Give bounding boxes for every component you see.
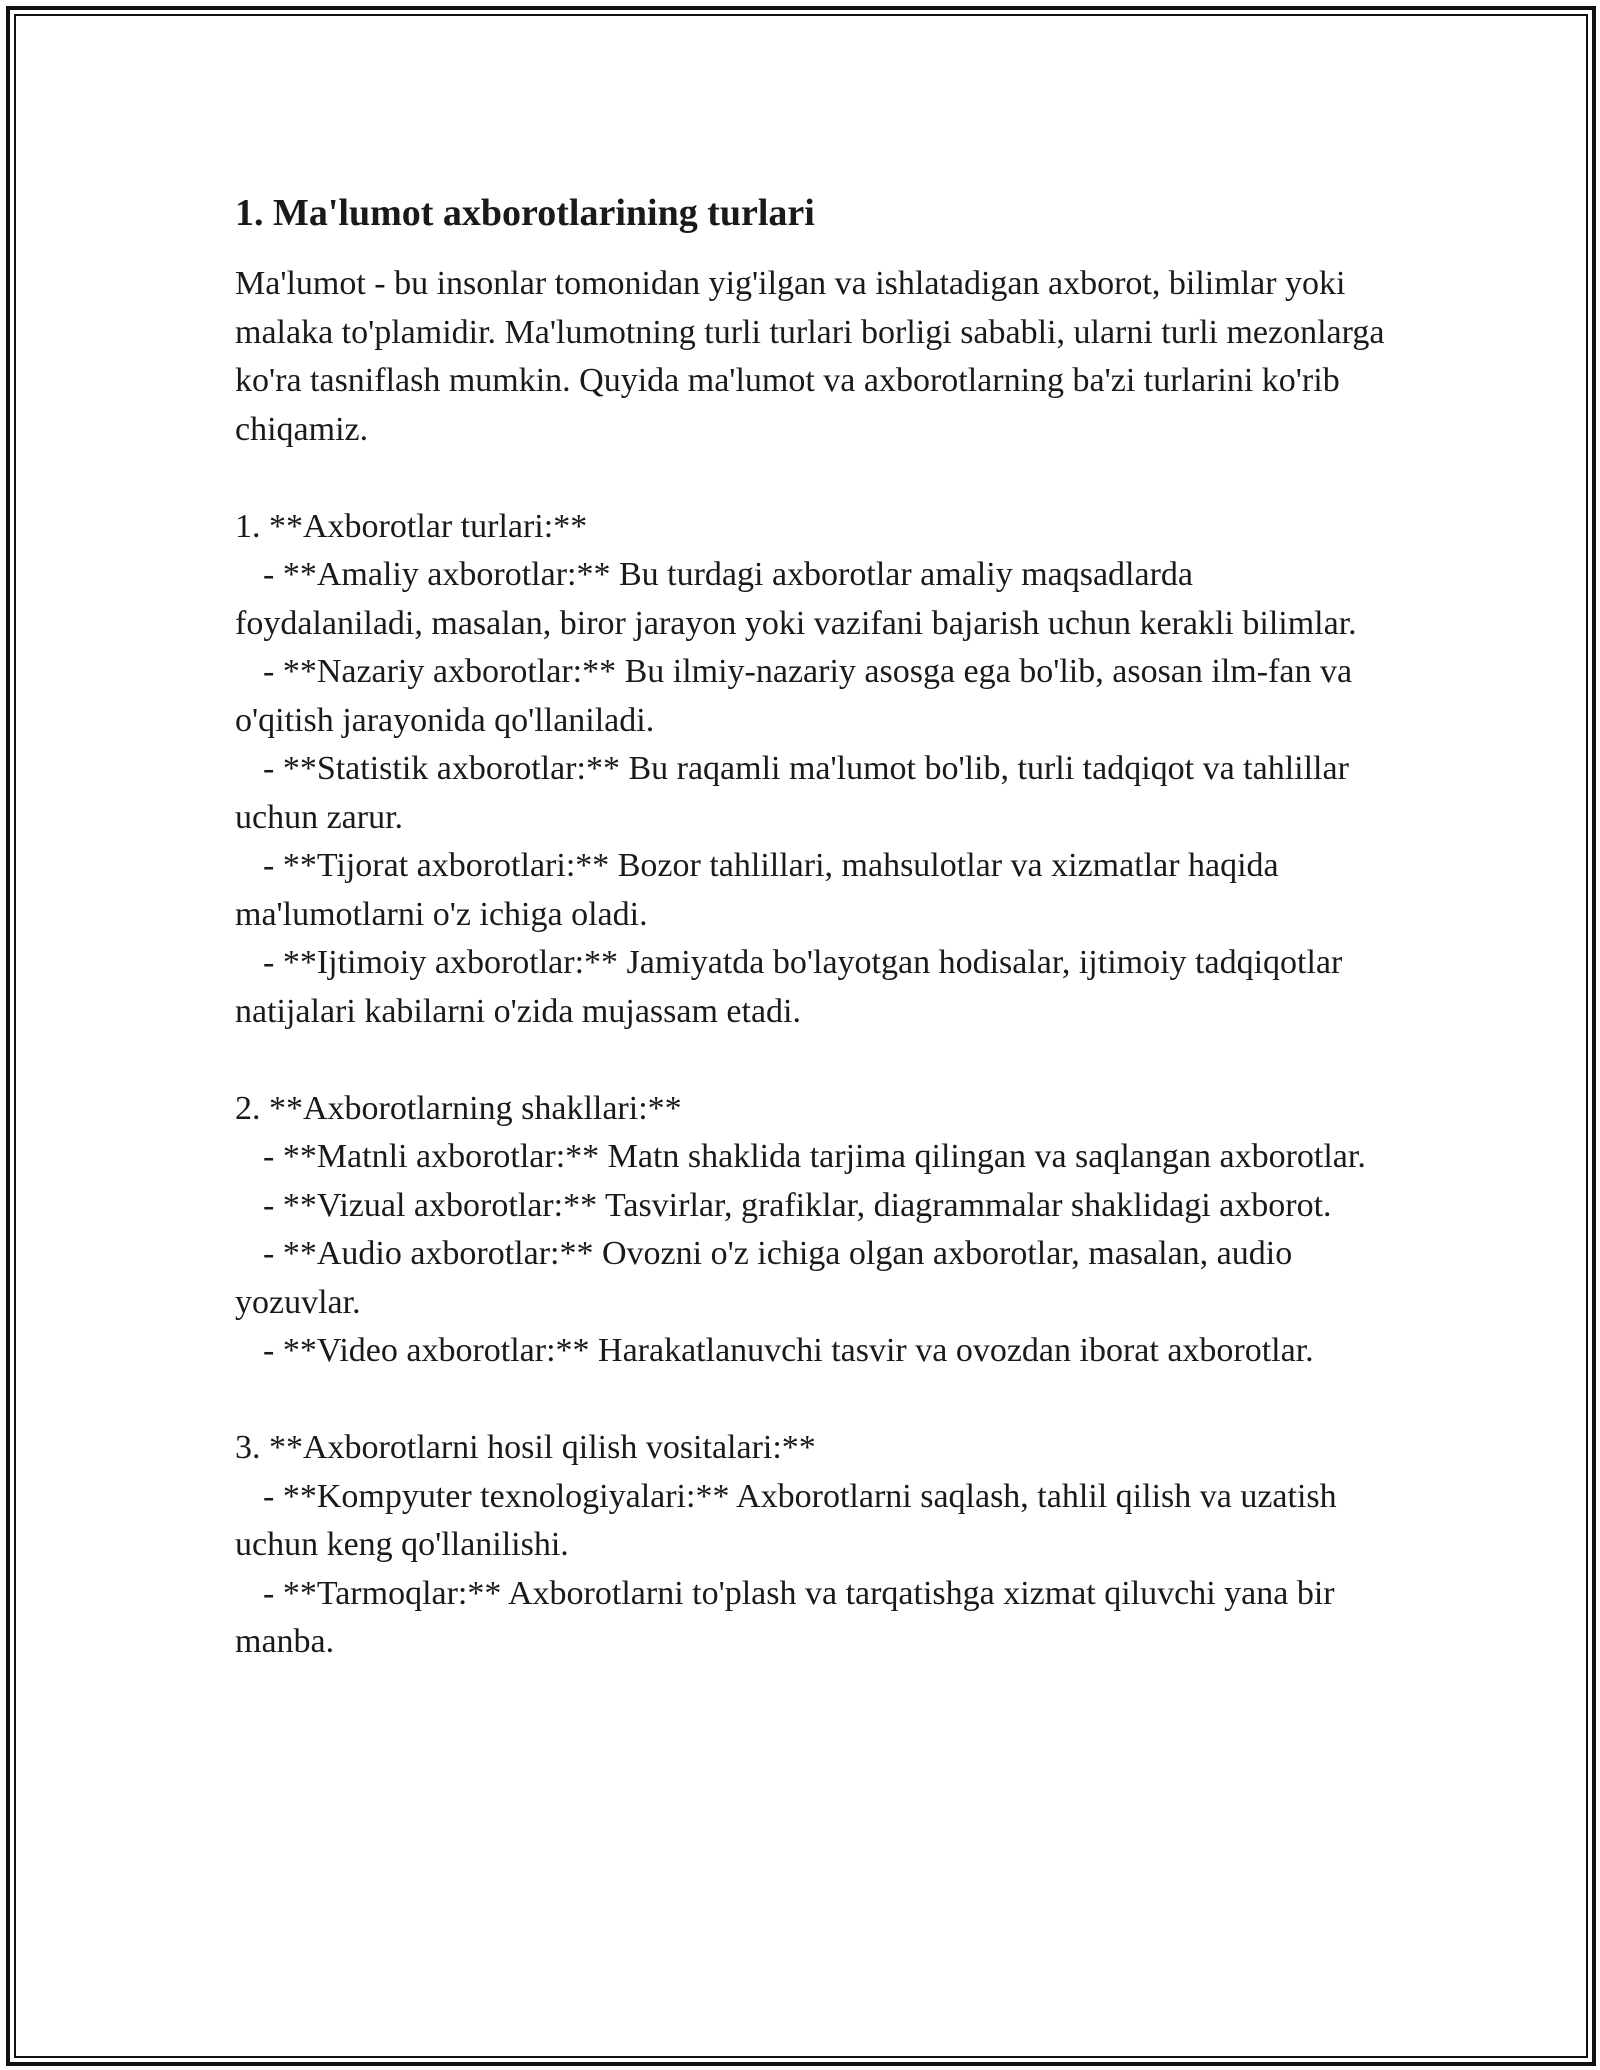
list-item: - **Tijorat axborotlari:** Bozor tahlillari, mahsulotlar va xizmatlar haqida ma'lumotlarni o'z ichiga oladi. (235, 847, 1279, 933)
list-item: - **Video axborotlar:** Harakatlanuvchi tasvir va ovozdan iborat axborotlar. (263, 1332, 1314, 1369)
list-item: - **Kompyuter texnologiyalari:** Axborotlarni saqlash, tahlil qilish va uzatish uchun keng qo'llanilishi. (235, 1477, 1337, 1563)
list-item: - **Statistik axborotlar:** Bu raqamli ma'lumot bo'lib, turli tadqiqot va tahlillar uchun zarur. (235, 750, 1349, 836)
list-item: - **Matnli axborotlar:** Matn shaklida tarjima qilingan va saqlangan axborotlar. (263, 1138, 1366, 1175)
spacer (235, 1376, 1385, 1425)
section-heading: 1. **Axborotlar turlari:** (235, 507, 588, 545)
section-tools (235, 1424, 1385, 1667)
document-body (235, 188, 1385, 1667)
section-heading: 3. **Axborotlarni hosil qilish vositalari:** (235, 1429, 816, 1466)
intro-paragraph: Ma'lumot - bu insonlar tomonidan yig'ilgan va ishlatadigan axborot, bilimlar yoki malaka to'plamidir. Ma'lumotning turli turlari borligi sababli, ularni turli mezonlarga ko'ra tasniflash mumkin. Quyida ma'lumot va axborotlarning ba'zi turlarini ko'rib chiqamiz. (235, 265, 1385, 448)
section-heading: 2. **Axborotlarning shakllari:** (235, 1089, 682, 1127)
list-item: - **Nazariy axborotlar:** Bu ilmiy-nazariy asosga ega bo'lib, asosan ilm-fan va o'qitish jarayonida qo'llaniladi. (235, 653, 1353, 739)
list-item: - **Amaliy axborotlar:** Bu turdagi axborotlar amaliy maqsadlarda foydalaniladi, masalan, biror jarayon yoki vazifani bajarish uchun kerakli bilimlar. (235, 556, 1357, 642)
list-item: - **Audio axborotlar:** Ovozni o'z ichiga olgan axborotlar, masalan, audio yozuvlar. (235, 1235, 1293, 1321)
section-forms (235, 1085, 1385, 1376)
spacer (235, 1036, 1385, 1085)
list-item: - **Vizual axborotlar:** Tasvirlar, grafiklar, diagrammalar shaklidagi axborot. (263, 1186, 1332, 1224)
list-item: - **Ijtimoiy axborotlar:** Jamiyatda bo'layotgan hodisalar, ijtimoiy tadqiqotlar natijalari kabilarni o'zida mujassam etadi. (235, 944, 1343, 1030)
section-types (235, 503, 1385, 1037)
spacer (235, 454, 1385, 503)
document-title: 1. Ma'lumot axborotlarining turlari (235, 192, 815, 234)
list-item: - **Tarmoqlar:** Axborotlarni to'plash va tarqatishga xizmat qiluvchi yana bir manba. (235, 1574, 1335, 1660)
